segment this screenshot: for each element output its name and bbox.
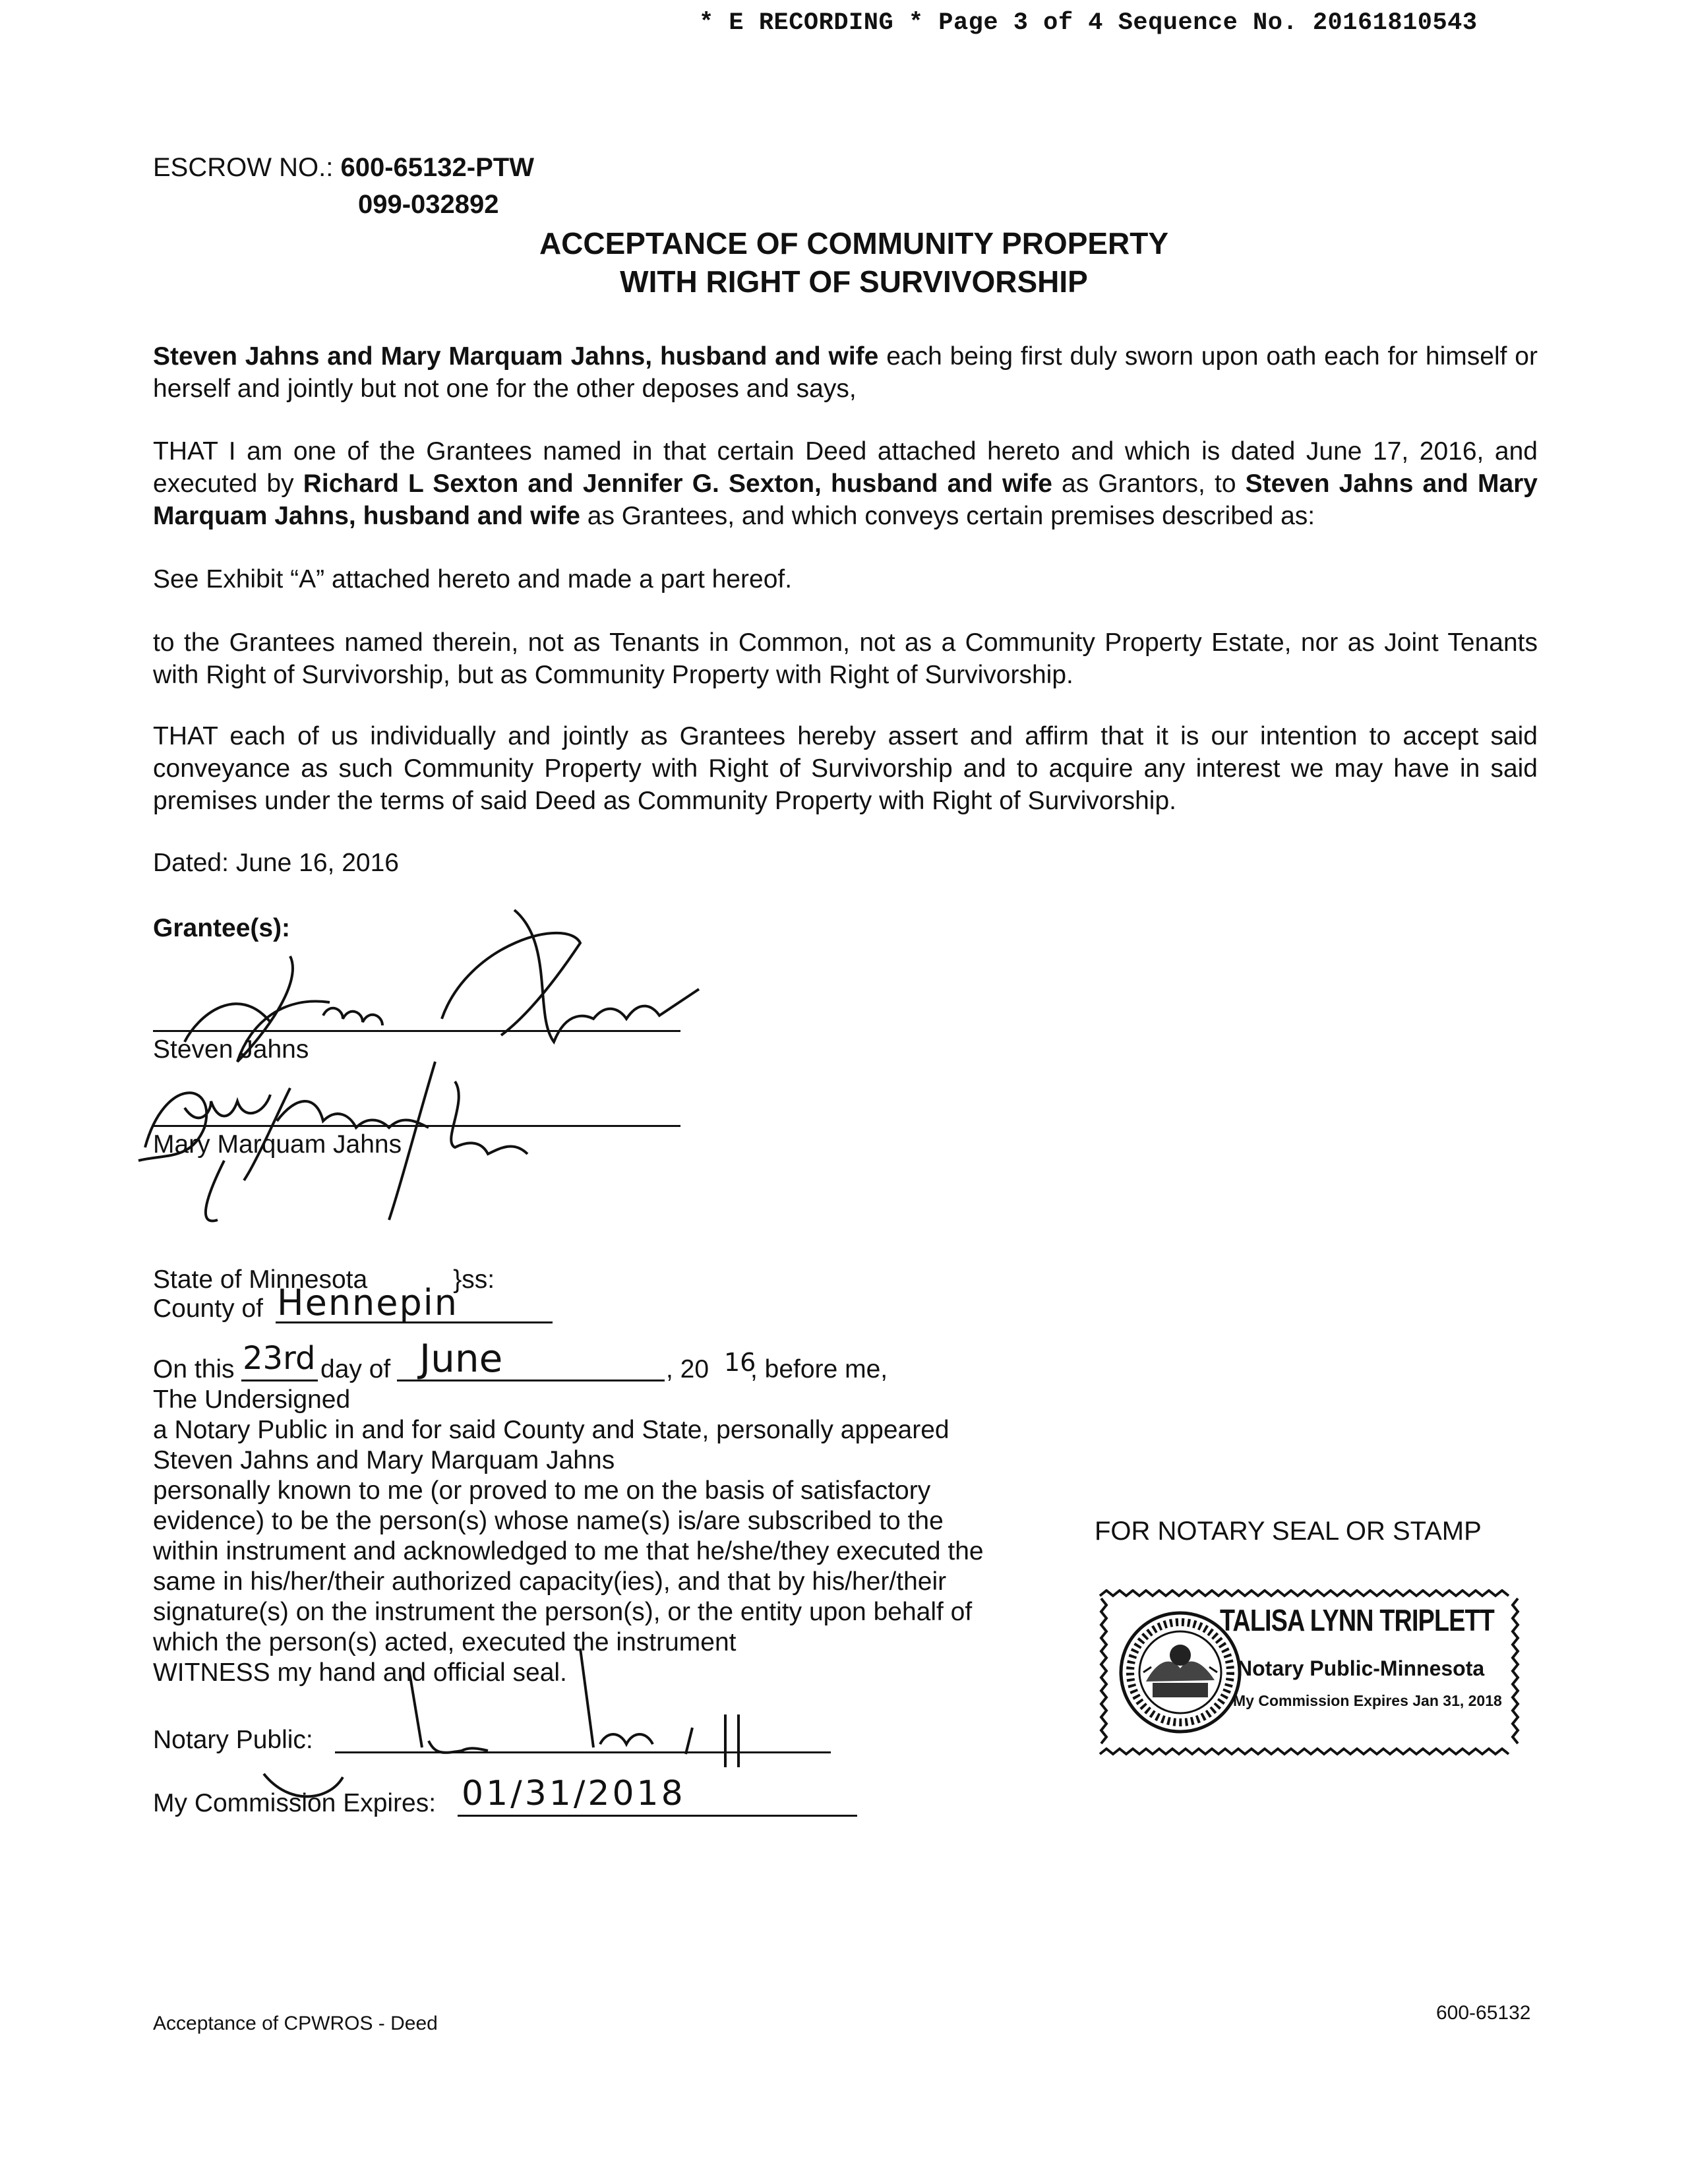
notary-body-6: signature(s) on the instrument the person(s), or the entity upon behalf of [153,1598,973,1626]
deponents-bold: Steven Jahns and Mary Marquam Jahns, husband and wife [153,342,879,371]
county-label: County of [153,1294,263,1323]
paragraph-deponents [153,340,1538,405]
day-of-label: day of [320,1355,391,1383]
title-line-1: ACCEPTANCE OF COMMUNITY PROPERTY [539,226,1169,260]
day-handwritten: 23rd [243,1340,316,1377]
paragraph-deed [153,435,1538,532]
escrow-label: ESCROW NO.: [153,153,334,182]
grantee-label: Grantee(s): [153,914,291,942]
escrow-number-2: 099-032892 [358,190,499,219]
commission-expires-label: My Commission Expires: [153,1789,437,1817]
escrow-block [153,149,534,223]
grantee-name-2: Mary Marquam Jahns [153,1130,402,1159]
month-handwritten: June [419,1336,503,1381]
year-handwritten: 16 [724,1348,756,1377]
recording-header: * E RECORDING * Page 3 of 4 Sequence No. 20161810543 [699,9,1478,37]
before-me-label: , before me, [750,1355,888,1383]
footer-file-number: 600-65132 [1436,2002,1531,2024]
footer-document-name: Acceptance of CPWROS - Deed [153,2013,438,2034]
grantors-bold: Richard L Sexton and Jennifer G. Sexton, husband and wife [303,470,1052,498]
notary-body-7: which the person(s) acted, executed the instrument [153,1628,737,1656]
stamp-inner [1108,1601,1513,1747]
on-this-label: On this [153,1355,235,1383]
deponents-text: each being first duly sworn upon oath each for himself or herself and jointly but not one for the other deposes and says, [153,342,1538,403]
deed-text-a: THAT I am one of the Grantees named in that certain Deed attached hereto and which is dated June 17, 2016, and executed by [153,437,1538,498]
stamp-expiration: My Commission Expires Jan 31, 2018 [1233,1692,1502,1709]
year-prefix: , 20 [666,1355,709,1383]
notary-body-3: evidence) to be the person(s) whose name(s) is/are subscribed to the [153,1507,944,1535]
grantees-bold: Steven Jahns and Mary Marquam Jahns, husband and wife [153,470,1538,530]
stamp-notary-name: TALISA LYNN TRIPLETT [1220,1603,1494,1637]
county-fill-line [276,1321,553,1323]
day-fill-line [241,1380,318,1381]
dated-line: Dated: June 16, 2016 [153,849,399,877]
stamp-notary-title: Notary Public-Minnesota [1237,1656,1485,1680]
notary-body-2: personally known to me (or proved to me on the basis of satisfactory [153,1476,931,1505]
document-title [0,224,1688,301]
notary-body-1: Steven Jahns and Mary Marquam Jahns [153,1446,615,1474]
title-line-2: WITH RIGHT OF SURVIVORSHIP [620,264,1088,299]
notary-body-0: a Notary Public in and for said County and State, personally appeared [153,1416,950,1444]
deed-text-b: as Grantors, to [1052,470,1246,498]
notary-body-4: within instrument and acknowledged to me that he/she/they executed the [153,1537,984,1565]
escrow-number: 600-65132-PTW [340,153,534,182]
state-text: State of Minnesota [153,1265,368,1294]
deed-text-c: as Grantees, and which conveys certain premises described as: [580,502,1315,530]
escrow-row [153,149,534,186]
month-fill-line [397,1380,665,1381]
commission-expires-handwritten: 01/31/2018 [462,1774,686,1813]
ss-text: }ss: [453,1265,495,1294]
paragraph-exhibit: See Exhibit “A” attached hereto and made a part hereof. [153,565,793,593]
undersigned-line: The Undersigned [153,1385,351,1414]
notary-signature [264,1629,857,1827]
signature-mary-jahns [125,1048,600,1227]
paragraph-affirmation: THAT each of us individually and jointly as Grantees hereby assert and affirm that it is our intention to accept said conveyance as such Community Property with Right of Survivorship and to acquire any interest we may have in said premises under the terms of said Deed as Community Property with Right of Survivorship. [153,722,1538,815]
notary-public-label: Notary Public: [153,1726,313,1754]
grantee-name-1: Steven Jahns [153,1035,309,1064]
county-handwritten: Hennepin [277,1282,459,1323]
notary-stamp [1096,1589,1524,1759]
seal-area-label: FOR NOTARY SEAL OR STAMP [1095,1517,1482,1546]
paragraph-tenancy: to the Grantees named therein, not as Tenants in Common, not as a Community Property Estate, nor as Joint Tenants with Right of Survivorship, but as Community Property with Right of Survivorship. [153,628,1538,689]
notary-body-8: WITNESS my hand and official seal. [153,1658,567,1687]
notary-body-5: same in his/her/their authorized capacity(ies), and that by his/her/their [153,1567,947,1596]
county-line [153,1294,263,1324]
